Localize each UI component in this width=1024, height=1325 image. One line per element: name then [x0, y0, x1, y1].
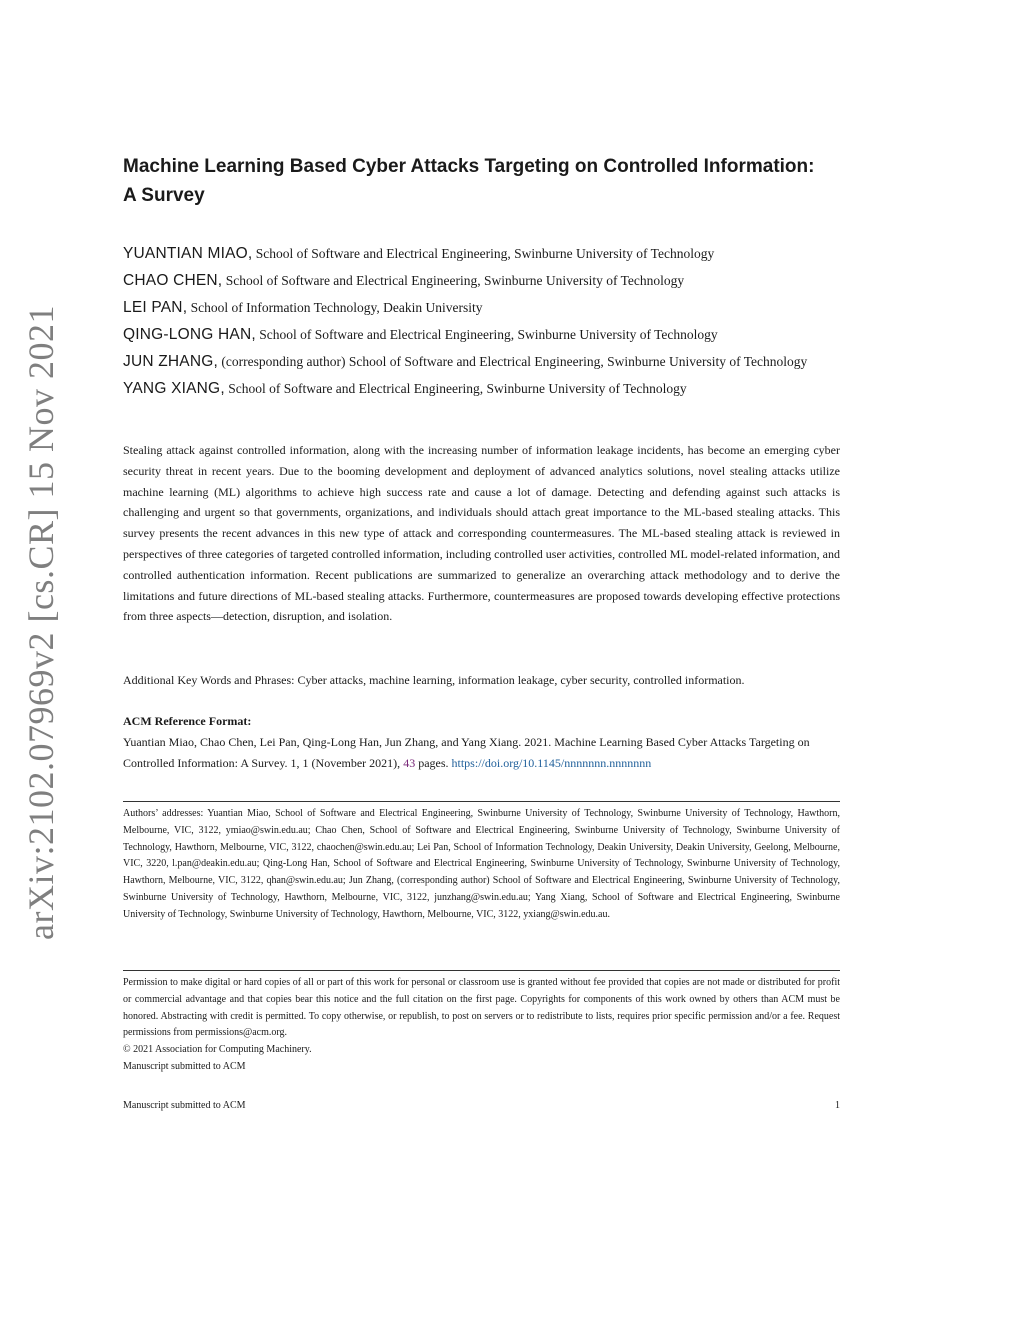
author-name: YANG XIANG, — [123, 380, 225, 397]
title-line-2: A Survey — [123, 185, 205, 206]
author-affiliation: School of Software and Electrical Engineering, Swinburne University of Technology — [255, 327, 718, 342]
acm-reference-format — [123, 711, 840, 773]
author-name: LEI PAN, — [123, 299, 188, 316]
footer-manuscript: Manuscript submitted to ACM — [123, 1100, 246, 1111]
permission-text: Permission to make digital or hard copies of all or part of this work for personal or classroom use is granted without fee provided that copies are not made or distributed for profit or commercial advantage and that copies bear this notice and the full citation on the first page. Copyrights for components of this work owned by others than ACM must be honored. Abstracting with credit is permitted. To copy otherwise, or republish, to post on servers or to redistribute to lists, requires prior specific permission and/or a fee. Request permissions from permissions@acm.org. — [123, 977, 840, 1039]
acm-reference-pages-label: pages. — [415, 755, 452, 770]
author-entry — [123, 321, 840, 348]
author-addresses: Authors’ addresses: Yuantian Miao, School of Software and Electrical Engineering, Swinburne University of Technology, Swinburne University of Technology, Hawthorn, Melbourne, VIC, 3122, ymiao@swin.edu.au; Chao Chen, School of Software and Electrical Engineering, Swinburne University of Technology, Swinburne University of Technology, Hawthorn, Melbourne, VIC, 3122, chaochen@swin.edu.au; Lei Pan, School of Information Technology, Deakin University, Deakin University, Geelong, Melbourne, VIC, 3220, l.pan@deakin.edu.au; Qing-Long Han, School of Software and Electrical Engineering, Swinburne University of Technology, Swinburne University of Technology, Hawthorn, Melbourne, VIC, 3122, qhan@swin.edu.au; Jun Zhang, (corresponding author) School of Software and Electrical Engineering, Swinburne University of Technology, Swinburne University of Technology, Hawthorn, Melbourne, VIC, 3122, junzhang@swin.edu.au; Yang Xiang, School of Software and Electrical Engineering, Swinburne University of Technology, Swinburne University of Technology, Hawthorn, Melbourne, VIC, 3122, yxiang@swin.edu.au. — [123, 808, 840, 920]
doi-link[interactable]: https://doi.org/10.1145/nnnnnnn.nnnnnnn — [451, 755, 652, 770]
permission-notice — [123, 975, 840, 1076]
acm-reference-text — [123, 732, 840, 774]
acm-reference-heading: ACM Reference Format: — [123, 714, 252, 728]
page-footer — [123, 1100, 840, 1111]
author-affiliation: School of Information Technology, Deakin University — [187, 300, 483, 315]
page-number: 1 — [835, 1100, 840, 1111]
manuscript-note: Manuscript submitted to ACM — [123, 1060, 246, 1072]
author-name: QING-LONG HAN, — [123, 326, 256, 343]
paper-title — [123, 152, 840, 210]
abstract: Stealing attack against controlled information, along with the increasing number of information leakage incidents, has become an emerging cyber security threat in recent years. Due to the booming development and deployment of advanced analytics solutions, novel stealing attacks utilize machine learning (ML) algorithms to achieve high success rate and cause a lot of damage. Detecting and defending against such attacks is challenging and urgent so that governments, organizations, and individuals should attach great importance to the ML-based stealing attacks. This survey presents the recent advances in this new type of attack and corresponding countermeasures. The ML-based stealing attack is reviewed in perspectives of three categories of targeted controlled information, including controlled user activities, controlled ML model-related information, and controlled authentication information. Recent publications are summarized to generalize an overarching attack methodology and to derive the limitations and future directions of ML-based stealing attacks. Furthermore, countermeasures are proposed towards developing effective protections from three aspects—detection, disruption, and isolation. — [123, 443, 840, 624]
author-name: JUN ZHANG, — [123, 353, 218, 370]
author-entry — [123, 240, 840, 267]
author-list — [123, 240, 840, 402]
title-line-1: Machine Learning Based Cyber Attacks Targeting on Controlled Information: — [123, 156, 815, 177]
acm-reference-citation: Yuantian Miao, Chao Chen, Lei Pan, Qing-Long Han, Jun Zhang, and Yang Xiang. 2021. Machine Learning Based Cyber Attacks Targeting on Controlled Information: A Survey. 1, 1 (November 2021), — [123, 734, 810, 770]
author-name: YUANTIAN MIAO, — [123, 245, 253, 262]
copyright-line: © 2021 Association for Computing Machinery. — [123, 1044, 312, 1056]
addresses-divider — [123, 801, 840, 802]
author-affiliation: School of Software and Electrical Engineering, Swinburne University of Technology — [224, 381, 687, 396]
author-entry — [123, 294, 840, 321]
keywords: Additional Key Words and Phrases: Cyber attacks, machine learning, information leakage, cyber security, controlled information. — [123, 673, 745, 687]
permission-divider — [123, 970, 840, 971]
author-entry — [123, 348, 840, 375]
arxiv-stamp: arXiv:2102.07969v2 [cs.CR] 15 Nov 2021 — [21, 305, 61, 940]
author-affiliation: School of Software and Electrical Engineering, Swinburne University of Technology — [222, 273, 685, 288]
author-affiliation: School of Software and Electrical Engineering, Swinburne University of Technology — [252, 246, 715, 261]
page-count-link[interactable]: 43 — [403, 755, 416, 770]
author-name: CHAO CHEN, — [123, 272, 223, 289]
author-entry — [123, 267, 840, 294]
author-entry — [123, 375, 840, 402]
author-affiliation: (corresponding author) School of Software and Electrical Engineering, Swinburne University of Technology — [218, 354, 808, 369]
